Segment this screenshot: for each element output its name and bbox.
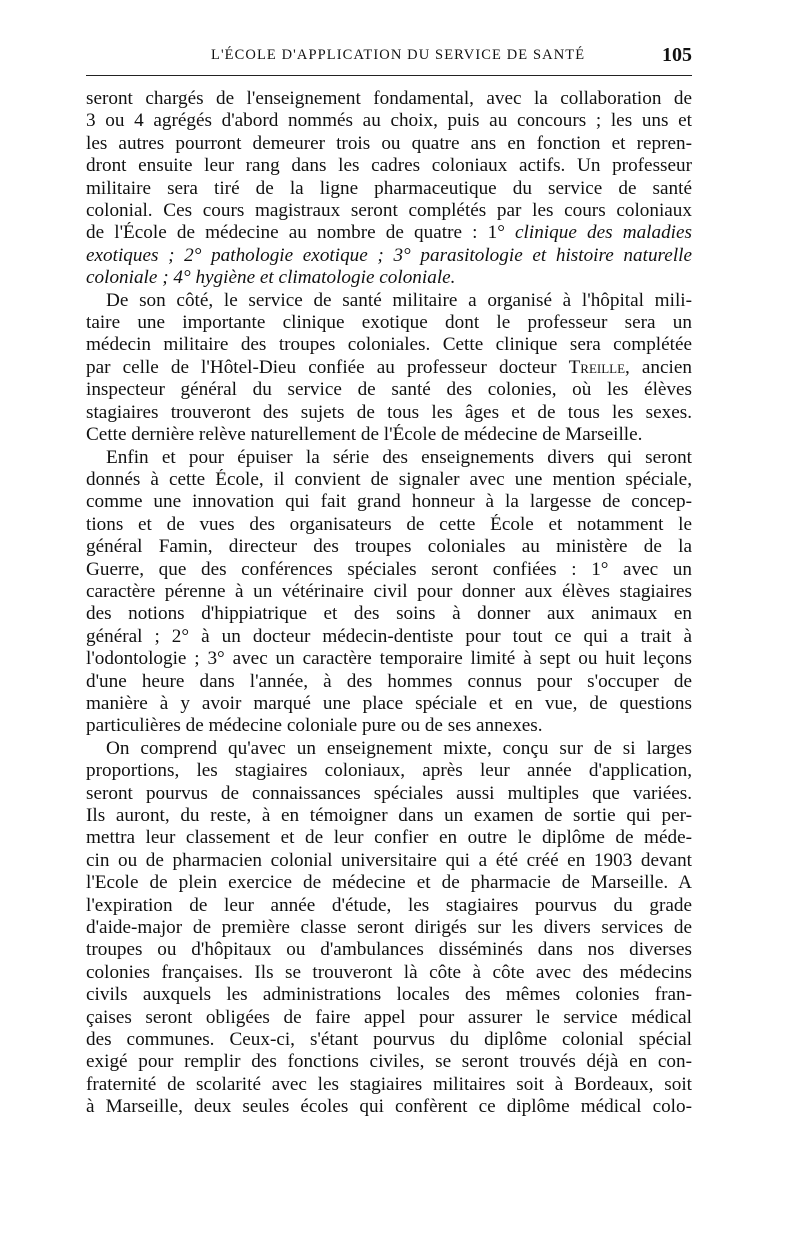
page-number: 105 [662, 44, 692, 66]
header-rule [86, 75, 692, 76]
text-line: Guerre, que des conférences spéciales seront confiées : 1° avec un [86, 558, 692, 580]
text-line [86, 222, 692, 244]
text-line: fraternité de scolarité avec les stagiaires militaires soit à Bordeaux, soit [86, 1073, 692, 1095]
text-line: général ; 2° à un docteur médecin-dentiste pour tout ce qui a trait à [86, 625, 692, 647]
paragraph-1 [86, 88, 692, 290]
text-line: manière à y avoir marqué une place spéciale et en vue, de questions [86, 692, 692, 714]
text-line: à Marseille, deux seules écoles qui confèrent ce diplôme médical colo- [86, 1096, 692, 1118]
text-line: stagiaires trouveront des sujets de tous les âges et de tous les sexes. [86, 401, 692, 423]
text-line: d'une heure dans l'année, à des hommes connus pour s'occuper de [86, 670, 692, 692]
text-line: çaises seront obligées de faire appel pour assurer le service médical [86, 1006, 692, 1028]
text-line: Ils auront, du reste, à en témoigner dans un examen de sortie qui per- [86, 805, 692, 826]
text-line: dront ensuite leur rang dans les cadres coloniaux actifs. Un professeur [86, 155, 692, 177]
body-text [86, 88, 692, 1119]
italic-text: coloniale ; 4° hygiène et climatologie coloniale. [86, 267, 456, 289]
text-line: colonial. Ces cours magistraux seront complétés par les cours coloniaux [86, 200, 692, 222]
text-line: médecin militaire des troupes coloniales. Cette clinique sera complétée [86, 334, 692, 356]
italic-text: exotiques ; 2° pathologie exotique ; 3° parasitologie et histoire naturelle [86, 244, 692, 266]
text-line: mettra leur classement et de leur confier en outre le diplôme de méde- [86, 827, 692, 849]
text-line: caractère pérenne à un vétérinaire civil pour donner aux élèves stagiaires [86, 580, 692, 602]
text-line: taire une importante clinique exotique dont le professeur sera un [86, 312, 692, 334]
text-line: l'expiration de leur année d'étude, les stagiaires pourvus du grade [86, 894, 692, 916]
paragraph-2 [86, 290, 692, 447]
text-line: 3 ou 4 agrégés d'abord nommés au choix, puis au concours ; les uns et [86, 110, 692, 132]
text-line: seront pourvus de connaissances spéciales aussi multiples que variées. [86, 782, 692, 804]
text-line: général Famin, directeur des troupes coloniales au ministère de la [86, 536, 692, 558]
paragraph-3 [86, 447, 692, 738]
text-line: donnés à cette École, il convient de signaler avec une mention spéciale, [86, 468, 692, 490]
text-line: colonies françaises. Ils se trouveront là côte à côte avec des médecins [86, 961, 692, 983]
text-run: , ancien [625, 356, 692, 378]
text-line: civils auxquels les administrations locales des mêmes colonies fran- [86, 984, 692, 1006]
text-line: l'odontologie ; 3° avec un caractère temporaire limité à sept ou huit leçons [86, 648, 692, 670]
italic-text: clinique des maladies [515, 222, 692, 244]
running-header [86, 44, 692, 74]
text-line: cin ou de pharmacien colonial universitaire qui a été créé en 1903 devant [86, 849, 692, 871]
text-line [86, 267, 692, 289]
text-run: de l'École de médecine au nombre de quatre : 1° [86, 222, 516, 244]
text-line: proportions, les stagiaires coloniaux, après leur année d'application, [86, 760, 692, 782]
text-line: seront chargés de l'enseignement fondamental, avec la collaboration de [86, 88, 692, 109]
text-line: particulières de médecine coloniale pure ou de ses annexes. [86, 715, 543, 737]
text-line [86, 357, 692, 379]
text-line: troupes ou d'hôpitaux ou d'ambulances disséminés dans nos diverses [86, 939, 692, 961]
text-line: On comprend qu'avec un enseignement mixte, conçu sur de si larges [106, 737, 692, 759]
text-line: l'Ecole de plein exercice de médecine et de pharmacie de Marseille. A [86, 872, 692, 894]
paragraph-4 [86, 738, 692, 1119]
text-line: exigé pour remplir des fonctions civiles, se seront trouvés déjà en con- [86, 1051, 692, 1073]
text-line: des communes. Ceux-ci, s'étant pourvus du diplôme colonial spécial [86, 1029, 692, 1051]
text-line: d'aide-major de première classe seront dirigés sur les divers services de [86, 917, 692, 939]
text-line: comme une innovation qui fait grand honneur à la largesse de concep- [86, 491, 692, 513]
text-line: militaire sera tiré de la ligne pharmaceutique du service de santé [86, 177, 692, 199]
running-title: L'ÉCOLE D'APPLICATION DU SERVICE DE SANTÉ [211, 47, 586, 63]
text-line: inspecteur général du service de santé des colonies, où les élèves [86, 379, 692, 401]
text-line [86, 245, 692, 267]
text-line: les autres pourront demeurer trois ou quatre ans en fonction et repren- [86, 132, 692, 154]
text-line: Enfin et pour épuiser la série des enseignements divers qui seront [106, 446, 692, 468]
text-line: Cette dernière relève naturellement de l'École de médecine de Marseille. [86, 424, 643, 446]
text-line: tions et de vues des organisateurs de cette École et notamment le [86, 513, 692, 535]
text-run: par celle de l'Hôtel-Dieu confiée au professeur docteur [86, 356, 569, 378]
text-line: De son côté, le service de santé militaire a organisé à l'hôpital mili- [106, 289, 692, 311]
small-caps-name: Treille [568, 356, 626, 378]
text-line: des notions d'hippiatrique et des soins à donner aux animaux en [86, 603, 692, 625]
